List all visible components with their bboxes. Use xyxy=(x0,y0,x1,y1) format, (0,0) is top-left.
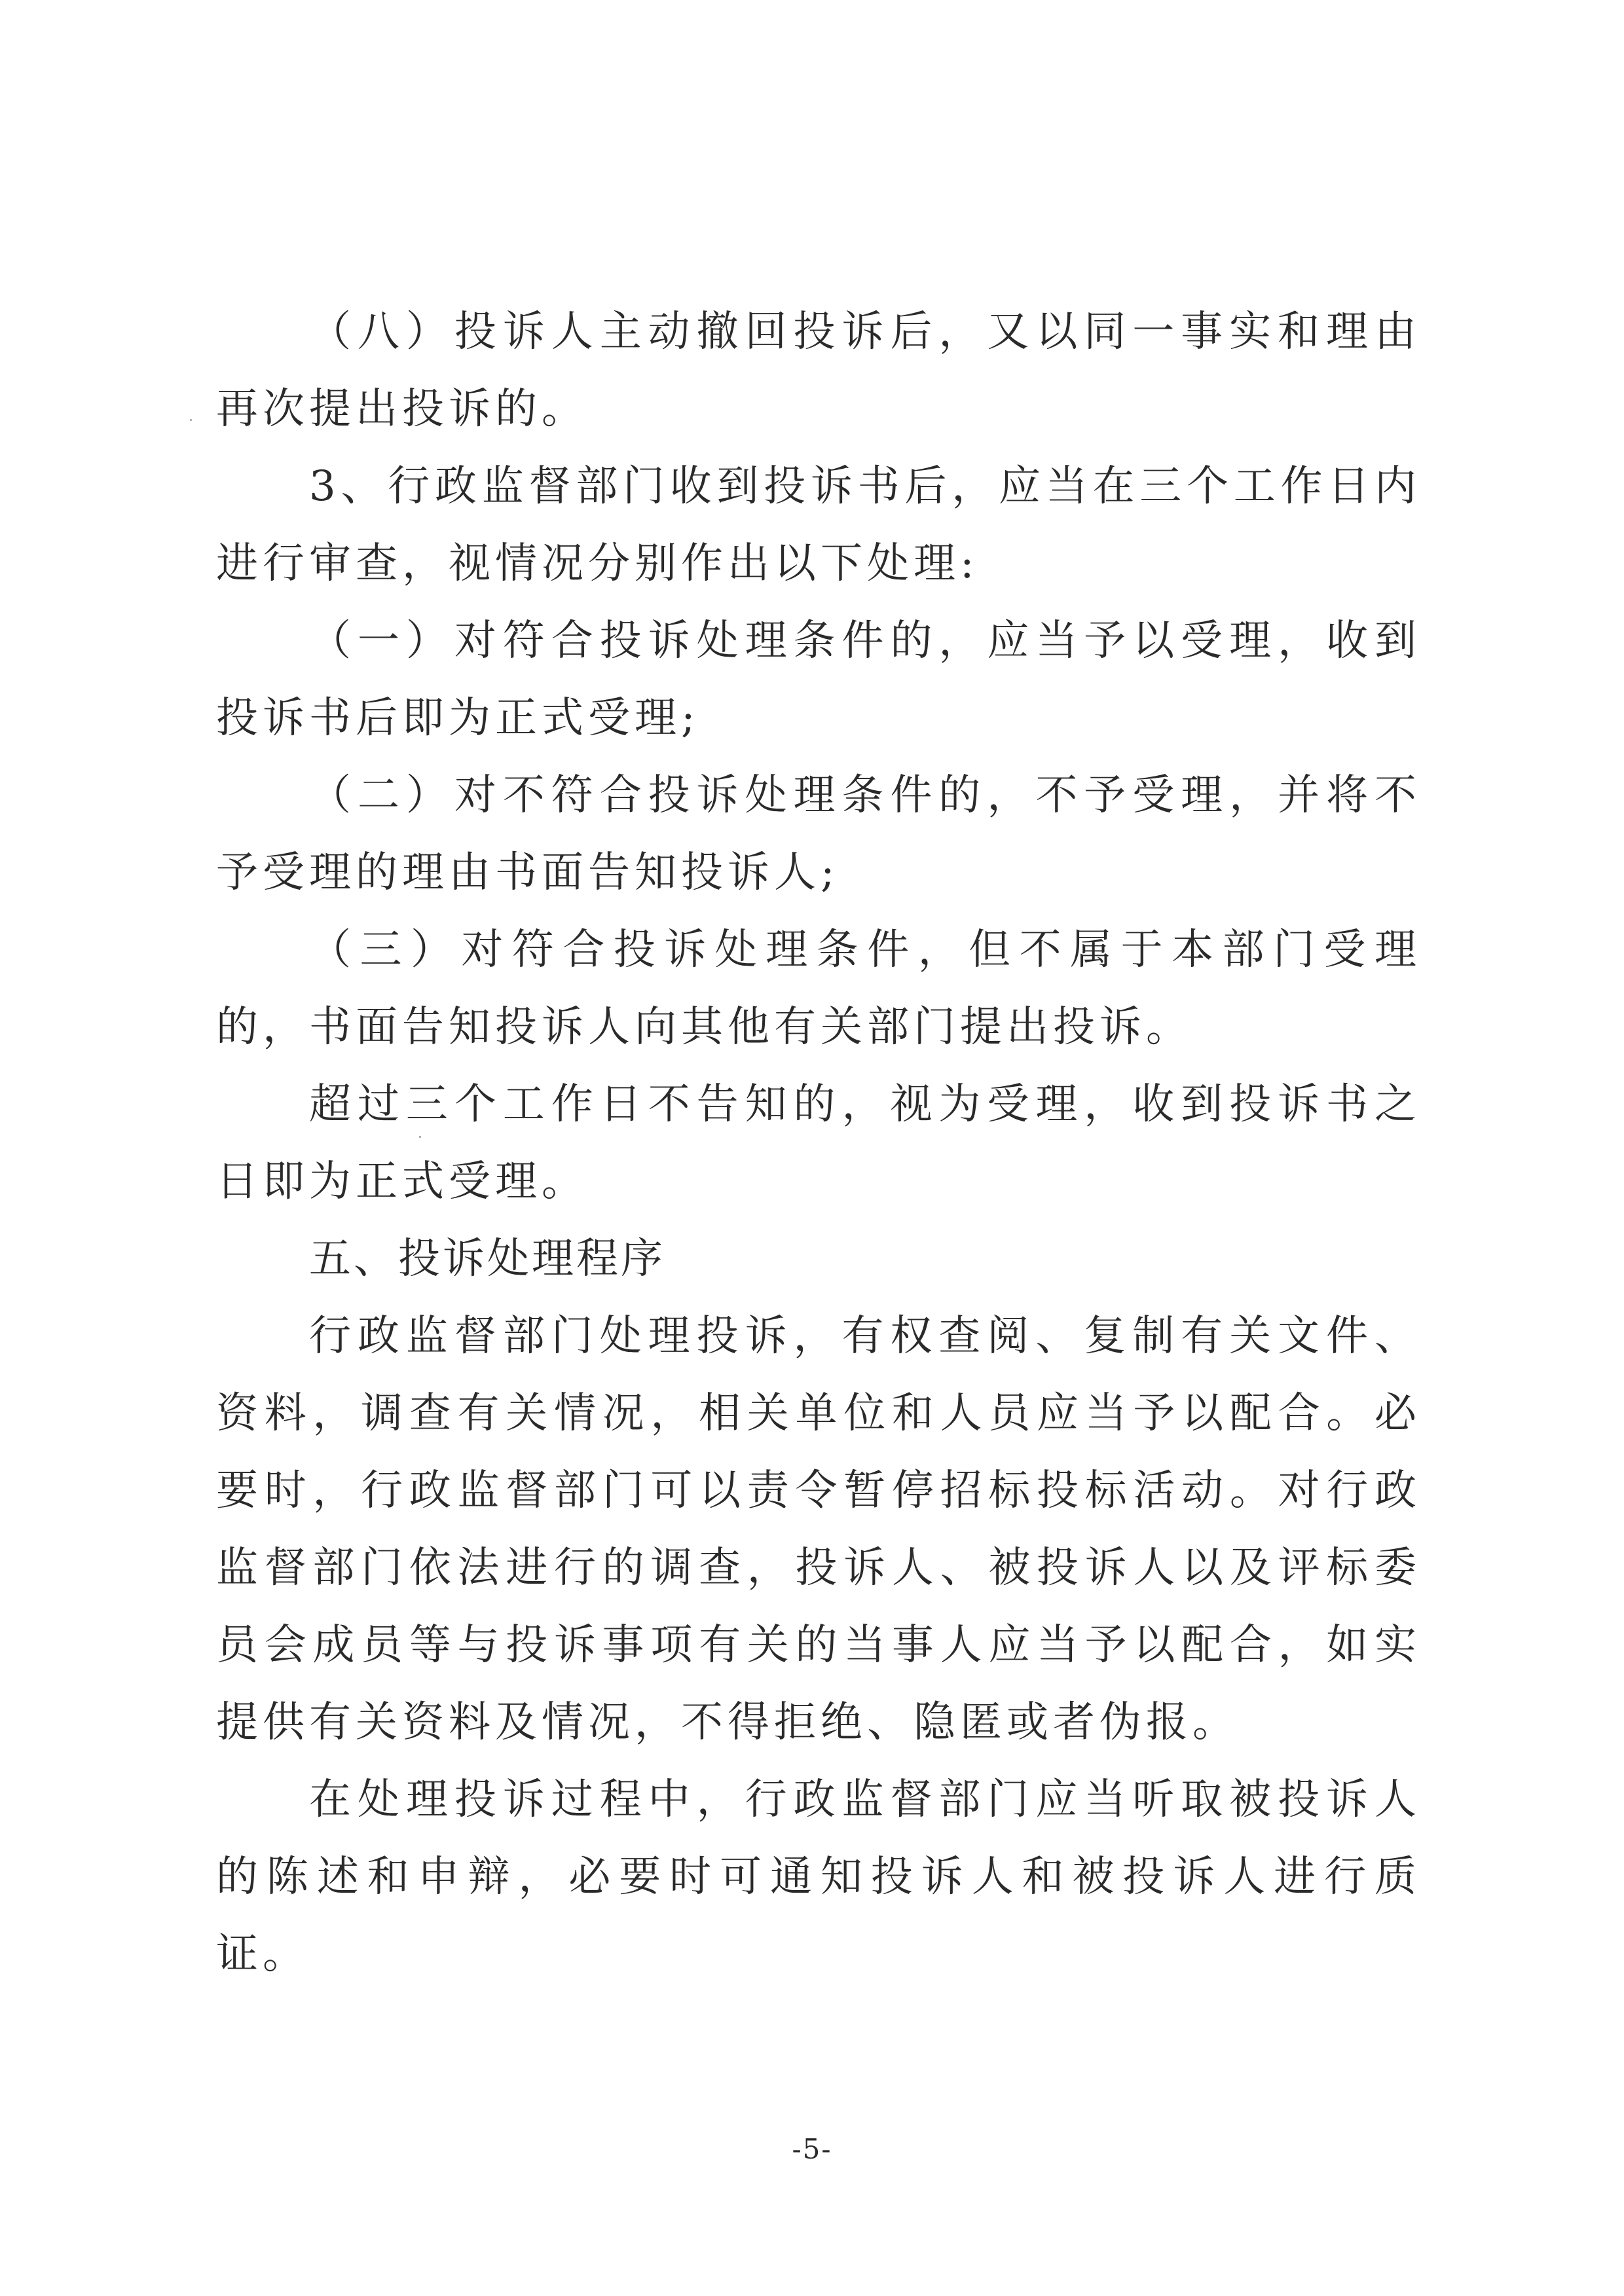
paragraph-item-2: （二）对不符合投诉处理条件的，不予受理，并将不予受理的理由书面告知投诉人; xyxy=(216,771,1421,897)
paragraph-item-3: （三）对符合投诉处理条件，但不属于本部门受理的，书面告知投诉人向其他有关部门提出投诉。 xyxy=(216,926,1421,1051)
paragraph-procedure: 行政监督部门处理投诉，有权查阅、复制有关文件、资料，调查有关情况，相关单位和人员应当予以配合。必要时，行政监督部门可以责令暂停招标投标活动。对行政监督部门依法进行的调查，投诉人、被投诉人以及评标委员会成员等与投诉事项有关的当事人应当予以配合，如实提供有关资料及情况，不得拒绝、隐匿或者伪报。 xyxy=(216,1312,1421,1747)
paragraph-item-8: （八）投诉人主动撤回投诉后，又以同一事实和理由再次提出投诉的。 xyxy=(216,308,1421,433)
paragraph-deemed-accepted: 超过三个工作日不告知的，视为受理，收到投诉书之日即为正式受理。 xyxy=(216,1080,1421,1206)
document-body xyxy=(216,293,1421,1993)
paragraph-hearing: 在处理投诉过程中，行政监督部门应当听取被投诉人的陈述和申辩，必要时可通知投诉人和被投诉人进行质证。 xyxy=(216,1776,1421,1978)
page-number: -5- xyxy=(792,2133,832,2165)
paragraph-item-1: （一）对符合投诉处理条件的，应当予以受理，收到投诉书后即为正式受理; xyxy=(216,617,1421,742)
paragraph-review-rule: 3、行政监督部门收到投诉书后，应当在三个工作日内进行审查，视情况分别作出以下处理: xyxy=(216,462,1421,588)
scan-speck xyxy=(190,419,192,421)
section-heading: 五、投诉处理程序 xyxy=(309,1235,665,1283)
